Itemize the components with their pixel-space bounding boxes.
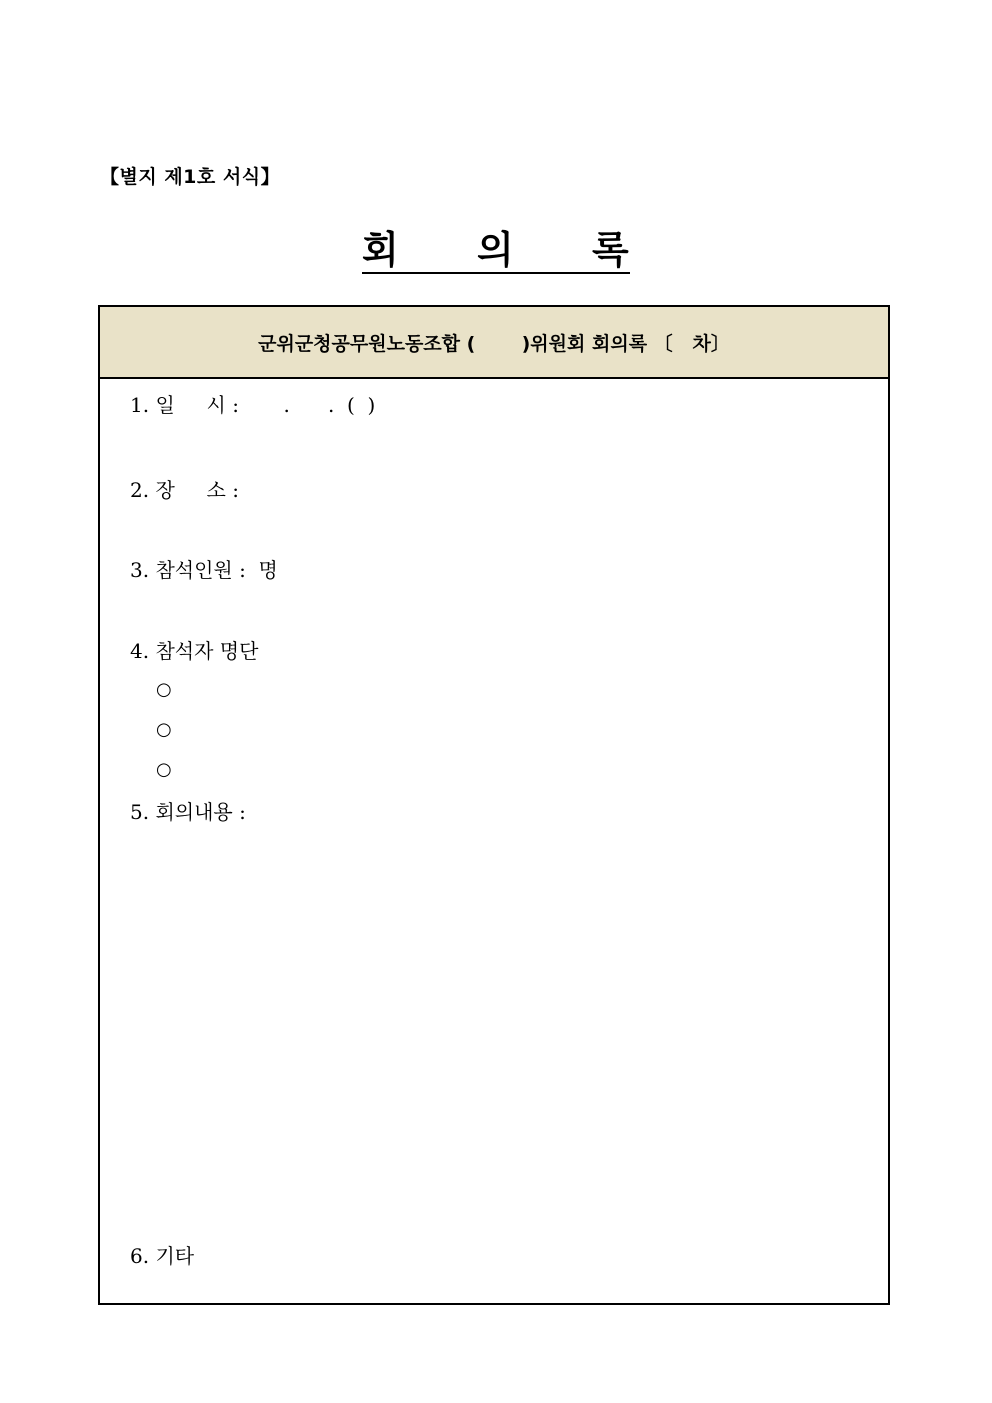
item-meeting-content: 5. 회의내용 : xyxy=(130,800,246,824)
item-other: 6. 기타 xyxy=(130,1244,195,1268)
attendee-bullet: ○ xyxy=(156,679,172,700)
item-attendee-list: 4. 참석자 명단 xyxy=(130,639,259,663)
document-title xyxy=(362,228,630,274)
item-attendance-count: 3. 참석인원 : 명 xyxy=(130,558,278,582)
item-place: 2. 장 소 : xyxy=(130,478,239,502)
attendee-bullet: ○ xyxy=(156,759,172,780)
title-char-1: 회 xyxy=(362,228,399,272)
item-datetime: 1. 일 시 : . . ( ) xyxy=(130,393,376,417)
title-char-3: 록 xyxy=(592,228,629,272)
form-header: 군위군청공무원노동조합 ( )위원회 회의록 〔 차〕 xyxy=(100,307,888,379)
title-char-2: 의 xyxy=(477,228,514,272)
minutes-form xyxy=(98,305,890,1305)
attendee-bullet: ○ xyxy=(156,719,172,740)
form-number-label: 【별지 제1호 서식】 xyxy=(100,166,281,188)
